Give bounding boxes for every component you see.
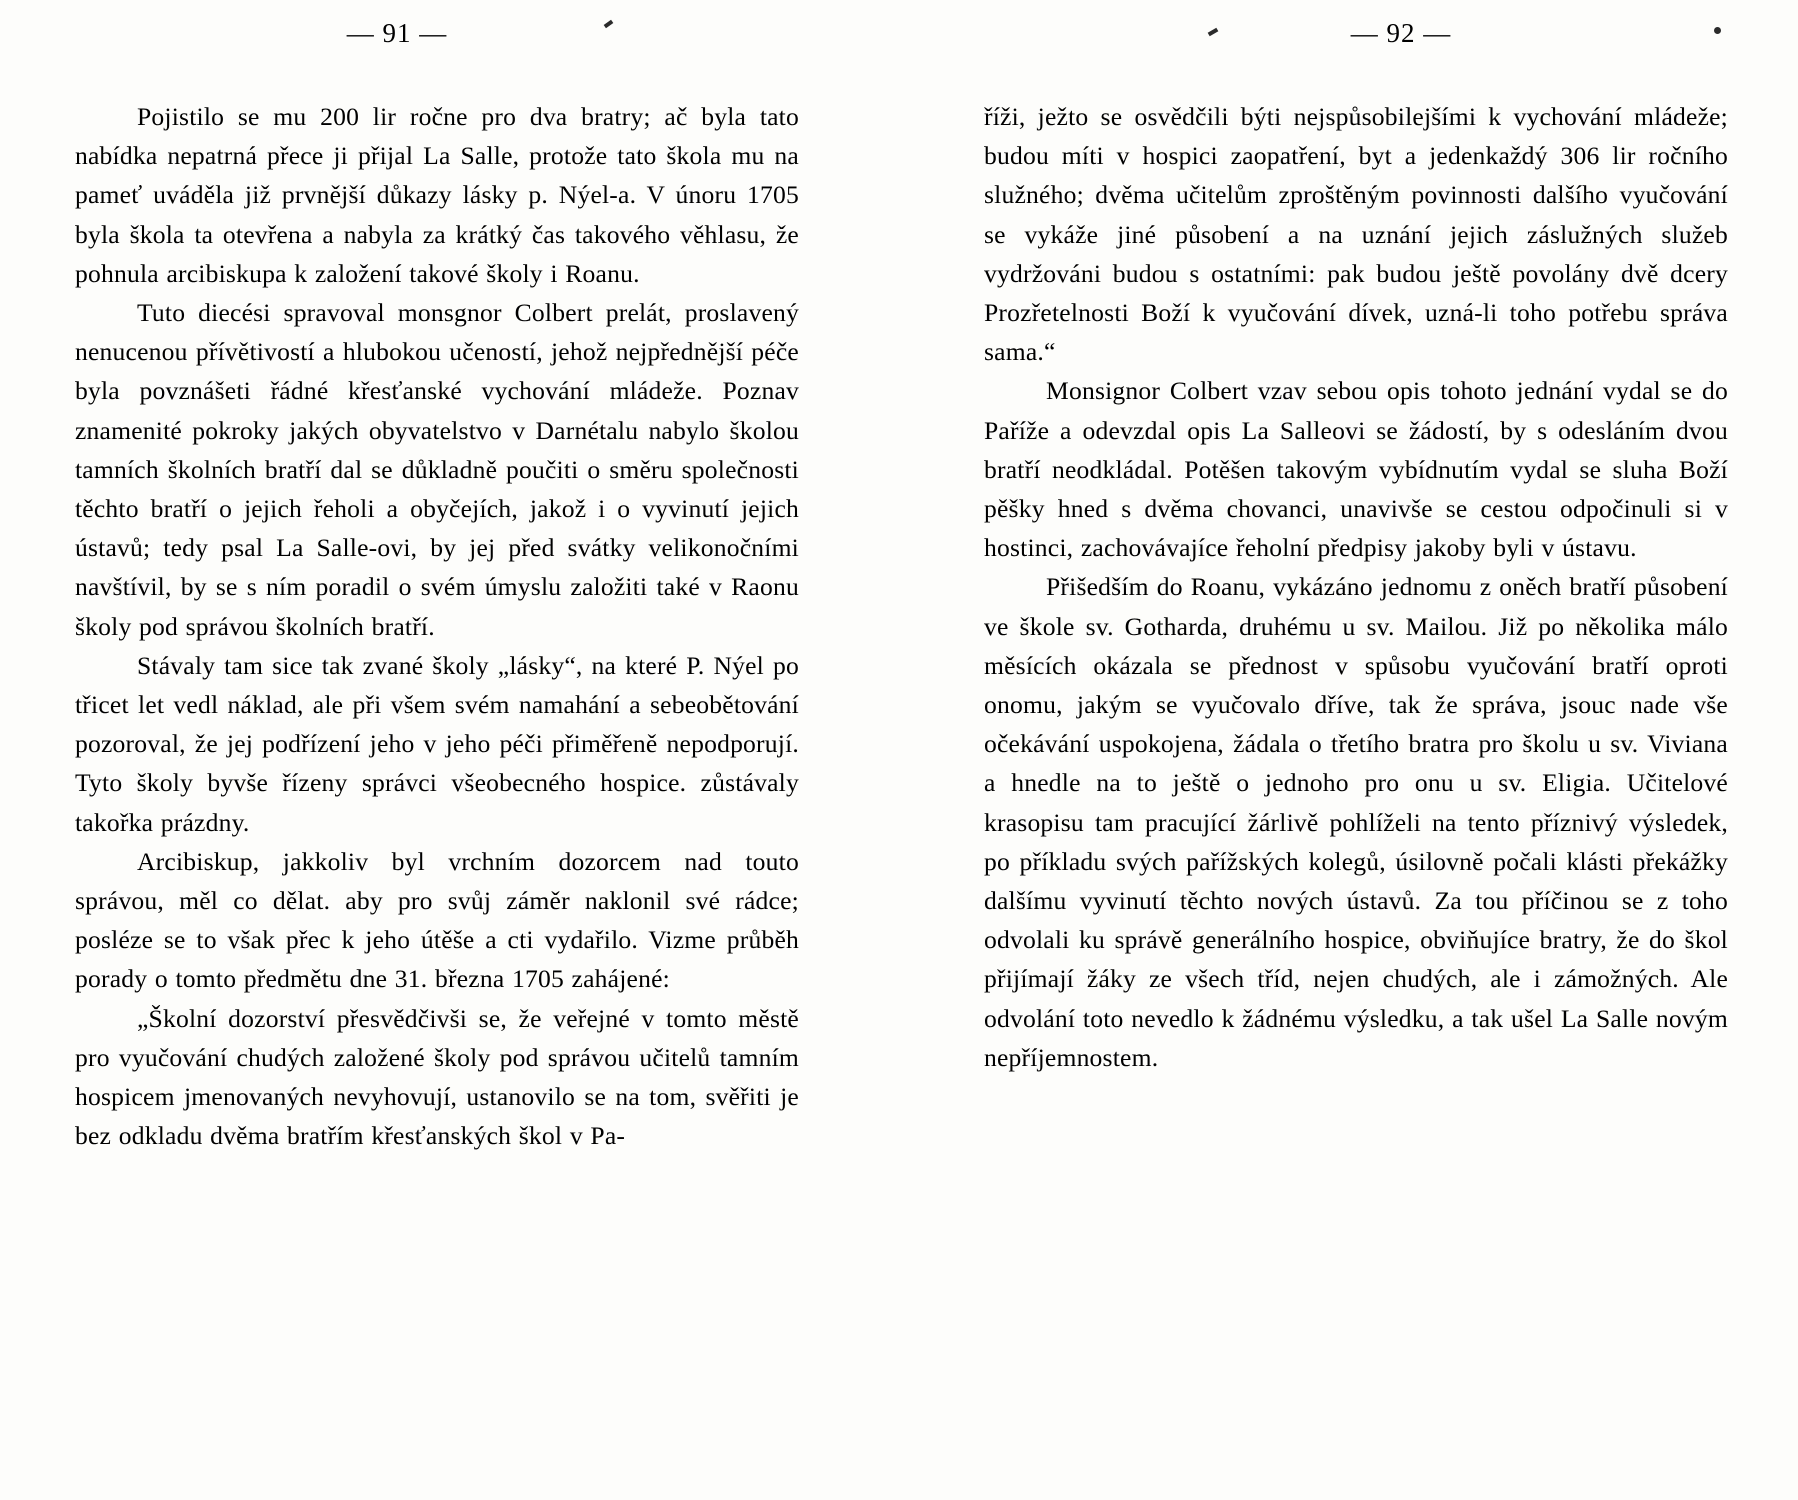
page-number-right: — 92 — <box>1350 18 1452 48</box>
left-page <box>0 0 899 1155</box>
paragraph: Stávaly tam sice tak zvané školy „lásky“, na které P. Nýel po třicet let vedl náklad, ale při všem svém namahání a sebeobětování pozoroval, že jej podřízení jeho v jeho péči přiměřeně nepodporují. Tyto školy byvše řízeny správci všeobecného hospice. zůstávaly takořka prázdny. <box>75 650 799 837</box>
paragraph: Tuto diecési spravoval monsgnor Colbert prelát, proslavený nenucenou přívětivostí a hlubokou učeností, jehož nejpřednější péče byla povznášeti řádné křesťanské vychování mládeže. Poznav znamenité pokroky jakých obyvatelstvo v Darnétalu nabylo školou tamních školních bratří dal se důkladně poučiti o směru společnosti těchto bratří o jejich řeholi a obyčejích, jakož i o vyvinutí jejich ústavů; tedy psal La Salle-ovi, by jej před svátky velikonočními navštívil, by se s ním poradil o svém úmyslu založiti také v Raonu školy pod správou školních bratří. <box>75 298 799 641</box>
right-page-body <box>984 97 1728 1077</box>
paragraph: Pojistilo se mu 200 lir ročne pro dva bratry; ač byla tato nabídka nepatrná přece ji přijal La Salle, protože tato škola mu na pameť uváděla již prvnější důkazy lásky p. Nýel-a. V únoru 1705 byla škola ta otevřena a nabyla za krátký čas takového věhlasu, že pohnula arcibiskupa k založení takové školy i Roanu. <box>75 102 799 288</box>
paragraph: Monsignor Colbert vzav sebou opis tohoto jednání vydal se do Paříže a odevzdal opis La Salleovi se žádostí, by s odesláním dvou bratří neodkládal. Potěšen takovým vybídnutím vydal se sluha Boží pěšky hned s dvěma chovanci, unavivše se cestou odpočinuli si v hostinci, zachovávajíce řeholní předpisy jakoby byli v ústavu. <box>984 376 1728 563</box>
page-number-left: — 91 — <box>346 18 448 48</box>
page-speck-3 <box>1714 27 1721 34</box>
paragraph: Přišedším do Roanu, vykázáno jednomu z oněch bratří působení ve škole sv. Gotharda, druhému u sv. Mailou. Již po několika málo měsících okázala se přednost v spůsobu vyučování bratří oproti onomu, jakým se vyučovalo dříve, tak že správa, jsouc nade vše očekávání uspokojena, žádala o třetího bratra pro školu u sv. Viviana a hnedle na to ještě o jednoho pro onu u sv. Eligia. Učitelové krasopisu tam pracující žárlivě pohlíželi na tento příznivý výsledek, po příkladu svých pařížských kolegů, úsilovně počali klásti překážky dalšímu vyvinutí těchto nových ústavů. Za tou příčinou se z toho odvolali ku správě generálního hospice, obviňujíce bratry, že do škol přijímají žáky ze všech tříd, nejen chudých, ale i zámožných. Ale odvolání toto nevedlo k žádnému výsledku, a tak ušel La Salle novým nepříjemnostem. <box>984 572 1728 1072</box>
paragraph: Arcibiskup, jakkoliv byl vrchním dozorcem nad touto správou, měl co dělat. aby pro svůj záměr naklonil své rádce; posléze se to však přec k jeho útěše a cti vydařilo. Vizme průběh porady o tomto předmětu dne 31. března 1705 zahájené: <box>75 846 799 994</box>
left-page-body <box>75 97 799 1155</box>
paragraph: „Školní dozorství přesvědčivši se, že veřejné v tomto městě pro vyučování chudých založené školy pod správou učitelů tamním hospicem jmenovaných nevyhovují, ustanovilo se na tom, svěřiti je bez odkladu dvěma bratřím křesťanských škol v Pa- <box>75 1003 799 1151</box>
paragraph: říži, ježto se osvědčili býti nejspůsobilejšími k vychování mládeže; budou míti v hospici zaopatření, byt a jedenkaždý 306 lir ročního služného; dvěma učitelům zproštěným povinnosti dalšího vyučování se vykáže jiné působení a na uznání jejich záslužných služeb vydržováni budou s ostatními: pak budou ještě povolány dvě dcery Prozřetelnosti Boží k vyučování dívek, uzná-li toho potřebu správa sama.“ <box>984 102 1728 367</box>
right-page <box>899 0 1798 1155</box>
